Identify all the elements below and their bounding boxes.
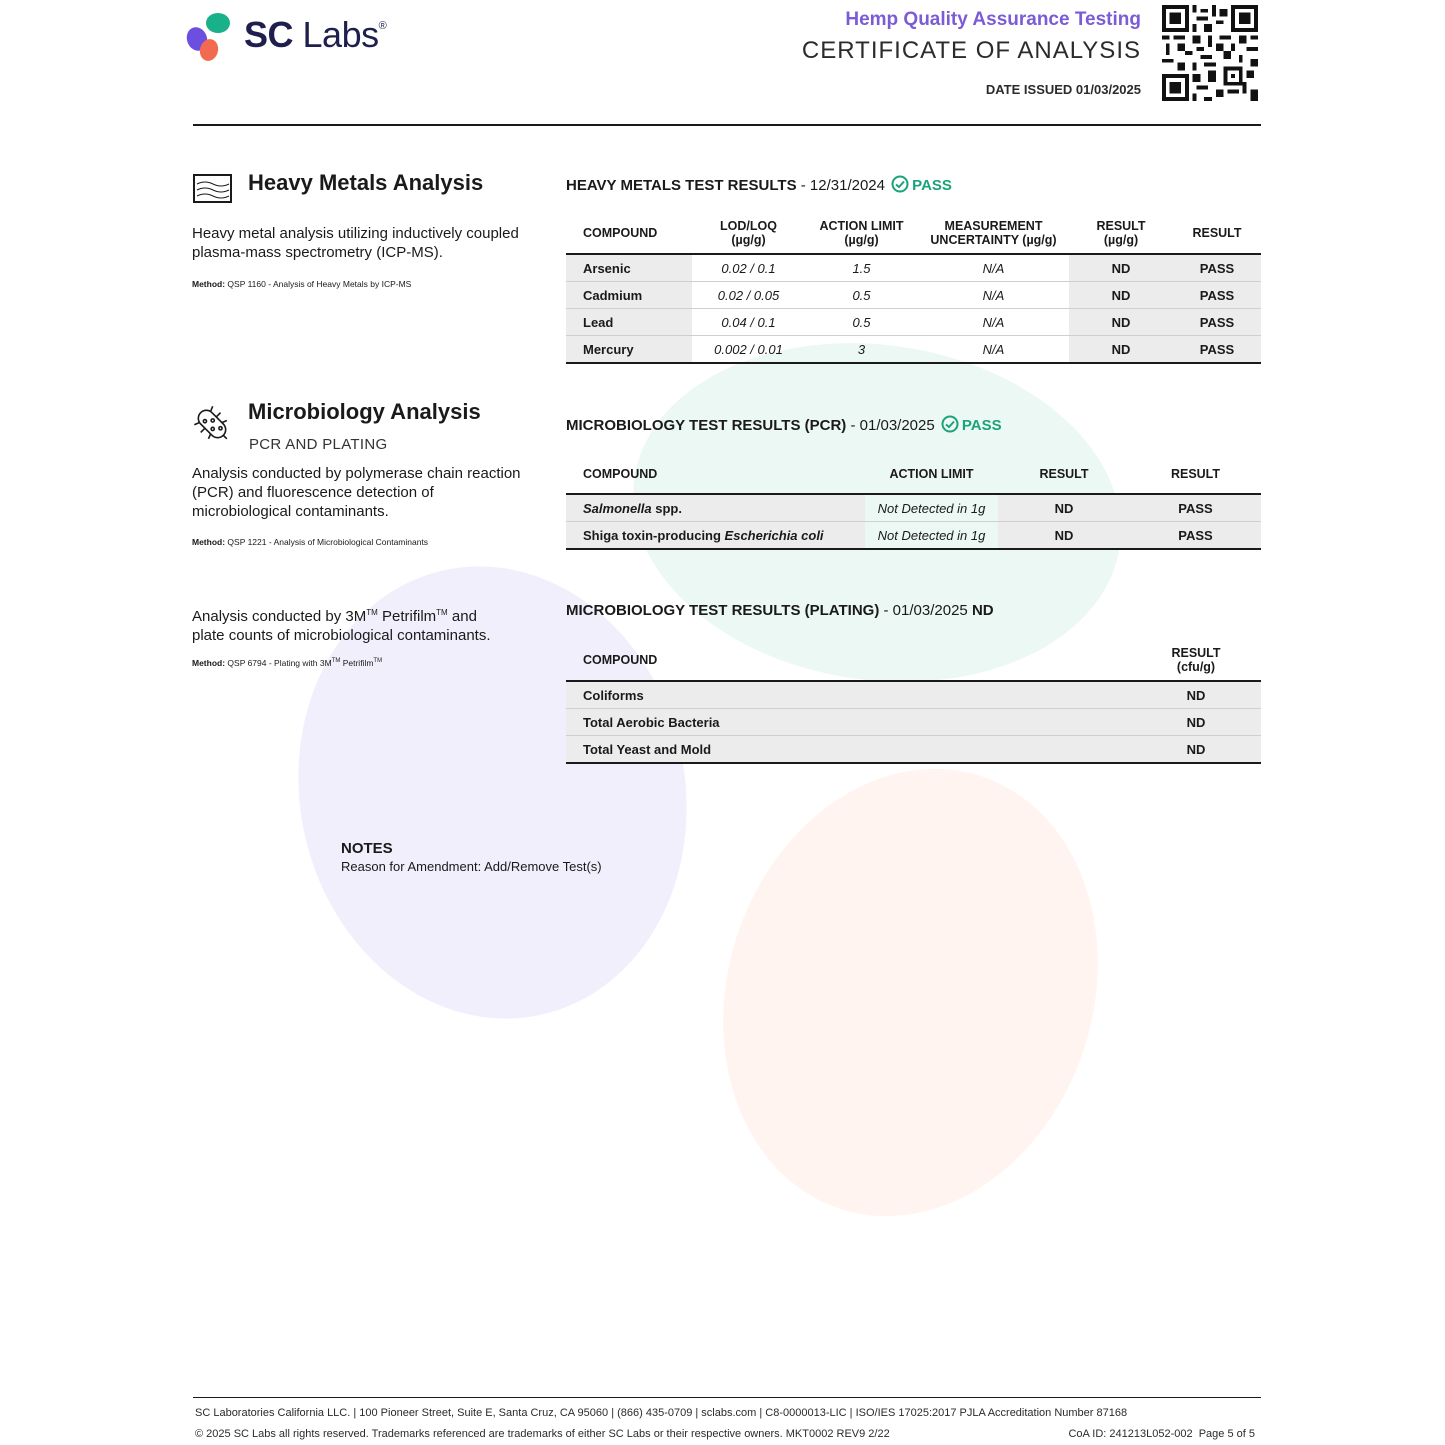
plating-table-title: MICROBIOLOGY TEST RESULTS (PLATING) - 01/03/2025 ND xyxy=(566,602,994,619)
microbiology-description: Analysis conducted by polymerase chain reaction (PCR) and fluorescence detection of microbiological contaminants. xyxy=(192,465,521,520)
heavy-metals-table-title: HEAVY METALS TEST RESULTS - 12/31/2024 PASS xyxy=(566,177,952,194)
bacteria-icon xyxy=(192,402,232,446)
qr-code-icon xyxy=(1162,5,1258,101)
table-row: Total Aerobic Bacteria ND xyxy=(566,709,1261,736)
header-divider xyxy=(193,124,1261,126)
pcr-table xyxy=(566,454,1261,550)
footer-coa-id: CoA ID: 241213L052-002 Page 5 of 5 xyxy=(1068,1428,1255,1440)
footer-copyright: © 2025 SC Labs all rights reserved. Trademarks referenced are trademarks of either SC Labs or their respective owners. MKT0002 REV9 2/22 xyxy=(195,1428,890,1440)
table-row: Lead 0.04 / 0.1 0.5 N/A ND PASS xyxy=(566,309,1261,336)
col-result-value: RESULT (µg/g) xyxy=(1069,212,1173,254)
header-subtitle: Hemp Quality Assurance Testing xyxy=(845,9,1141,30)
col-result-status: RESULT xyxy=(1130,454,1261,494)
microbiology-subtitle: PCR AND PLATING xyxy=(249,436,388,453)
pcr-status: PASS xyxy=(961,417,1002,434)
date-issued: DATE ISSUED 01/03/2025 xyxy=(985,82,1141,97)
check-circle-icon xyxy=(891,175,909,193)
table-row: Salmonella spp. Not Detected in 1g ND PASS xyxy=(566,494,1261,522)
table-row: Cadmium 0.02 / 0.05 0.5 N/A ND PASS xyxy=(566,282,1261,309)
table-row: Coliforms ND xyxy=(566,681,1261,709)
table-row: Mercury 0.002 / 0.01 3 N/A ND PASS xyxy=(566,336,1261,364)
header-title: CERTIFICATE OF ANALYSIS xyxy=(801,37,1141,64)
col-uncertainty: MEASUREMENT UNCERTAINTY (µg/g) xyxy=(918,212,1069,254)
plating-table xyxy=(566,640,1261,764)
microbiology-title: Microbiology Analysis xyxy=(248,399,481,424)
plating-status: ND xyxy=(971,602,994,619)
col-action-limit: ACTION LIMIT (µg/g) xyxy=(805,212,918,254)
plating-method: Method: QSP 6794 - Plating with 3M™ Petrifilm™ xyxy=(192,658,383,668)
microbiology-method: Method: QSP 1221 - Analysis of Microbiological Contaminants xyxy=(192,537,429,547)
col-result-value: RESULT (cfu/g) xyxy=(1131,640,1261,681)
table-row: Arsenic 0.02 / 0.1 1.5 N/A ND PASS xyxy=(566,254,1261,282)
footer-address: SC Laboratories California LLC. | 100 Pioneer Street, Suite E, Santa Cruz, CA 95060 | (866) 435-0709 | sclabs.com | C8-0000013-LIC | ISO/IES 17025:2017 PJLA Accreditation Number 87168 xyxy=(195,1407,1128,1419)
bg-blob-peach xyxy=(667,720,1155,1266)
col-compound: COMPOUND xyxy=(566,212,692,254)
heavy-metals-method: Method: QSP 1160 - Analysis of Heavy Metals by ICP-MS xyxy=(192,279,412,289)
col-lodloq: LOD/LOQ (µg/g) xyxy=(692,212,805,254)
heavy-metals-icon xyxy=(193,174,233,204)
table-row: Total Yeast and Mold ND xyxy=(566,736,1261,764)
heavy-metals-status: PASS xyxy=(912,177,952,194)
notes-title: NOTES xyxy=(341,840,393,857)
check-circle-icon xyxy=(941,415,959,433)
logo-dots-icon xyxy=(185,12,235,62)
col-compound: COMPOUND xyxy=(566,640,1131,681)
logo-wordmark: SC Labs® xyxy=(244,14,387,55)
table-row: Shiga toxin-producing Escherichia coli Not Detected in 1g ND PASS xyxy=(566,522,1261,550)
col-result-status: RESULT xyxy=(1173,212,1261,254)
notes-text: Reason for Amendment: Add/Remove Test(s) xyxy=(341,859,602,874)
page-number: Page 5 of 5 xyxy=(1198,1428,1255,1440)
col-action-limit: ACTION LIMIT xyxy=(865,454,998,494)
pcr-table-title: MICROBIOLOGY TEST RESULTS (PCR) - 01/03/2025 PASS xyxy=(566,417,1002,434)
heavy-metals-table xyxy=(566,212,1261,364)
col-result-value: RESULT xyxy=(998,454,1130,494)
heavy-metals-title: Heavy Metals Analysis xyxy=(248,170,484,195)
footer-divider xyxy=(193,1397,1261,1398)
plating-description: Analysis conducted by 3M™ Petrifilm™ and plate counts of microbiological contaminants. xyxy=(192,608,491,644)
heavy-metals-description: Heavy metal analysis utilizing inductively coupled plasma-mass spectrometry (ICP-MS). xyxy=(192,225,519,261)
col-compound: COMPOUND xyxy=(566,454,865,494)
